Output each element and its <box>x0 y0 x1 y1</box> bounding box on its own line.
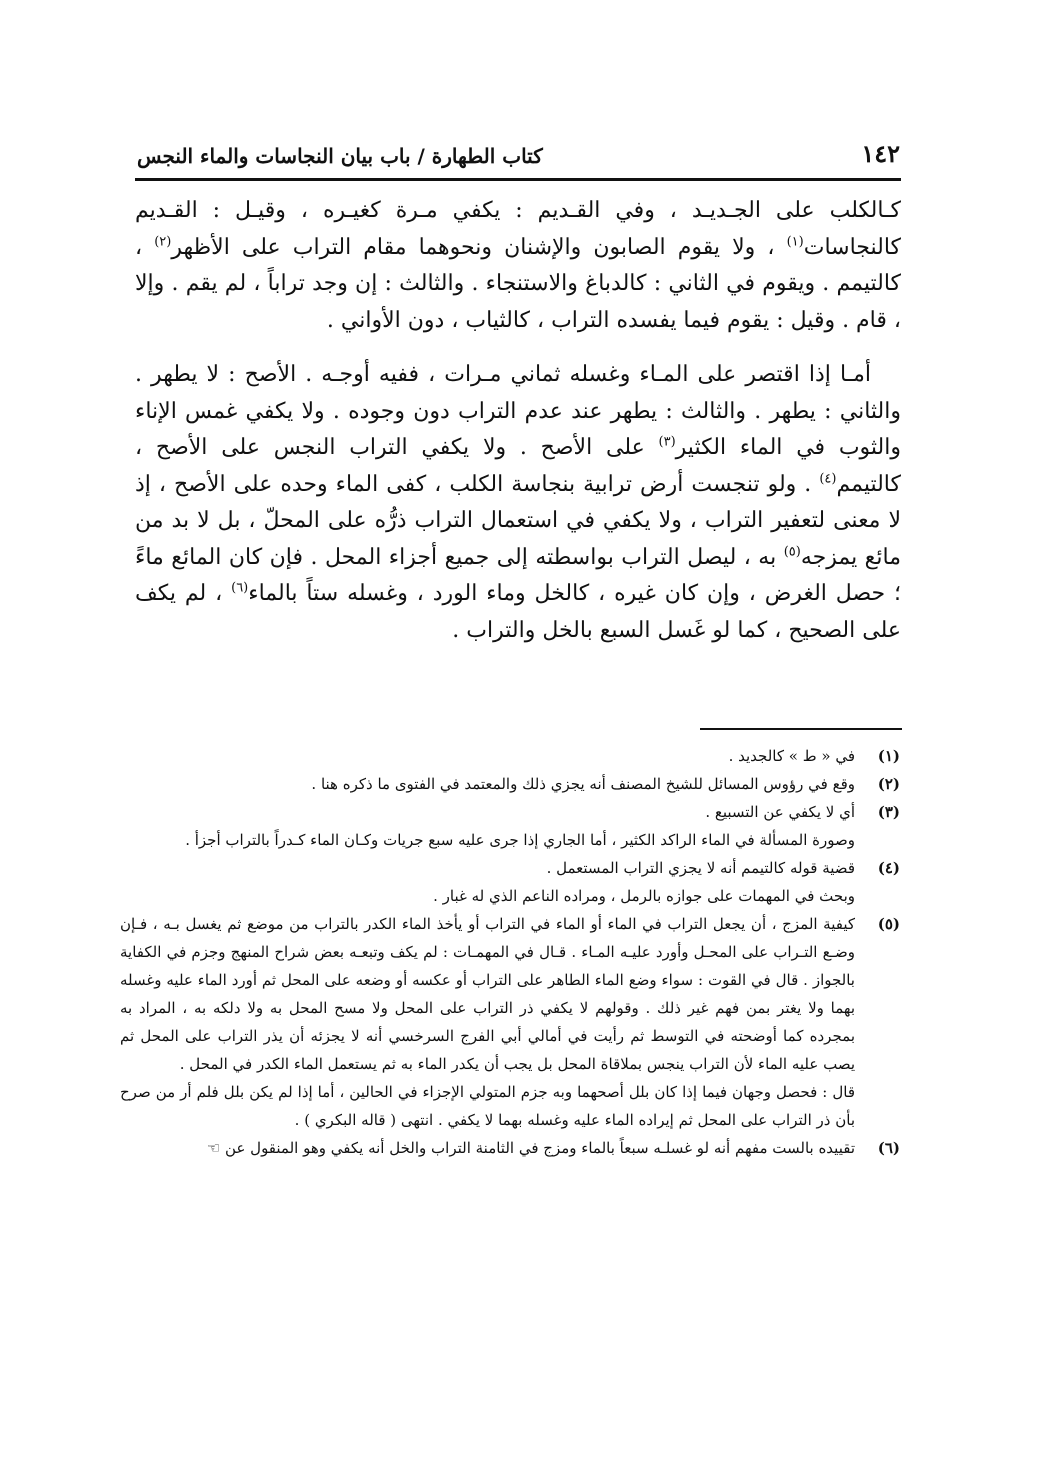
footnote-continuation: قال : فحصل وجهان فيما إذا كان بلل أصحهما وبه جزم المتولي الإجزاء في الحالين ، أما إذا لم يكن بلل فلم أر من صرح بأن ذر التراب على المحل ثم إيراده الماء عليه وغسله بهما لا يكفي . انتهى ( قاله البكري ) . <box>120 1083 855 1129</box>
footnote-continuation: وصورة المسألة في الماء الراكد الكثير ، أما الجاري إذا جرى عليه سبع جريات وكـان الماء كـدراً بالتراب أجزأ . <box>185 831 855 849</box>
chapter-title: كتاب الطهارة / باب بيان النجاسات والماء النجس <box>137 144 543 168</box>
footnote-number: (٤) <box>877 859 900 877</box>
page-number: ١٤٢ <box>861 139 900 168</box>
footnote-ref[interactable]: (٢) <box>154 234 172 250</box>
footnote-text: في « ط » كالجديد . <box>728 747 855 765</box>
header-divider <box>135 178 901 181</box>
footnote-number: (٣) <box>877 803 900 821</box>
footnote <box>120 854 900 910</box>
text-run: ، كالتيمم . ويقوم في الثاني : كالدباغ والاستنجاء . والثالث : إن وجد تراباً ، لم يقم . وإلا ، قام . وقيل : يقوم فيما يفسده التراب ، كالثياب ، دون الأواني . <box>135 234 901 333</box>
text-run: ، لم يكف على الصحيح ، كما لو غَسل السبع بالخل والتراب . <box>135 581 901 643</box>
text-run: أمـا إذا اقتصر على المـاء وغسله ثماني مـرات ، ففيه أوجـه . الأصح : لا يطهر . والثاني : يطهر . والثالث : يطهر عند عدم التراب دون وجوده . ولا يكفي غمس الإناء والثوب في الماء الكثير <box>135 362 901 460</box>
text-run: ، ولا يقوم الصابون والإشنان ونحوهما مقام التراب على الأظهر <box>171 234 787 260</box>
footnote-number: (٦) <box>877 1139 900 1157</box>
footnote <box>120 910 900 1134</box>
footnotes <box>120 742 900 1162</box>
footnote-ref[interactable]: (١) <box>786 234 804 250</box>
paragraph <box>135 193 901 339</box>
running-header <box>137 128 900 168</box>
footnote-text: قضية قوله كالتيمم أنه لا يجزي التراب المستعمل . <box>546 859 855 877</box>
main-text <box>135 193 901 649</box>
text-run: به ، ليصل التراب بواسطته إلى جميع أجزاء المحل . فإن كان المائع ماءً ؛ حصل الغرض ، وإن كان غيره ، كالخل وماء الورد ، وغسله ستاً بالماء <box>135 544 901 606</box>
footnote-number: (٥) <box>877 915 900 933</box>
footnote-continuation: وبحث في المهمات على جوازه بالرمل ، ومراده الناعم الذي له غبار . <box>433 887 855 905</box>
footnote-text: تقييده بالست مفهم أنه لو غسلـه سبعاً بالماء ومزج في الثامنة التراب والخل أنه يكفي وهو المنقول عن ☜ <box>206 1139 855 1157</box>
footnote-number: (٢) <box>877 775 900 793</box>
text-run: كـالكلب على الجـديـد ، وفي القـديم : يكفي مـرة كغيـره ، وقيـل : القـديم كالنجاسات <box>135 198 902 260</box>
paragraph <box>135 357 901 649</box>
footnote-divider <box>700 728 902 730</box>
footnote-ref[interactable]: (٦) <box>231 580 249 596</box>
footnote-text: أي لا يكفي عن التسبيع . <box>705 803 855 821</box>
footnote <box>120 1134 900 1162</box>
footnote-ref[interactable]: (٤) <box>819 471 837 487</box>
footnote-ref[interactable]: (٣) <box>658 434 676 450</box>
footnote <box>120 798 900 854</box>
text-run: على الأصح . ولا يكفي التراب النجس على الأصح ، كالتيمم <box>135 435 901 497</box>
footnote-text: وقع في رؤوس المسائل للشيخ المصنف أنه يجزي ذلك والمعتمد في الفتوى ما ذكره هنا . <box>311 775 855 793</box>
footnote <box>120 770 900 798</box>
footnote <box>120 742 900 770</box>
footnote-number: (١) <box>877 747 900 765</box>
footnote-text: كيفية المزج ، أن يجعل التراب في الماء أو الماء في التراب أو يأخذ الماء الكدر بالتراب من موضع ثم يغسل بـه ، فـإن وضـع التـراب على المحـل وأورد عليـه المـاء . قـال في المهمـات : لم يكف وتبعـه بعض شراح المنهج وجزم في الكفاية بالجواز . قال في القوت : سواء وضع الماء الطاهر على التراب أو عكسه أو وضعه على المحل ثم أورد الماء عليه وغسله بهما ولا يغتر بمن فهم غير ذلك . وقولهم لا يكفي ذر التراب على المحل ولا مسح المحل به ولا دلكه به ، المراد به بمجرده كما أوضحته في التوسط ثم رأيت في أمالي أبي الفرج السرخسي أنه لا يجزئه أن يذر التراب على المحل ثم يصب عليه الماء لأن التراب ينجس بملاقاة المحل بل يجب أن يكدر الماء به ثم يستعمل الماء الكدر في المحل . <box>120 915 855 1073</box>
footnote-ref[interactable]: (٥) <box>783 544 801 560</box>
text-run: . ولو تنجست أرض ترابية بنجاسة الكلب ، كفى الماء وحده على الأصح ، إذ لا معنى لتعفير التراب ، ولا يكفي في استعمال التراب ذرُّه على المحلّ ، بل لا بد من مائع يمزجه <box>135 471 902 570</box>
